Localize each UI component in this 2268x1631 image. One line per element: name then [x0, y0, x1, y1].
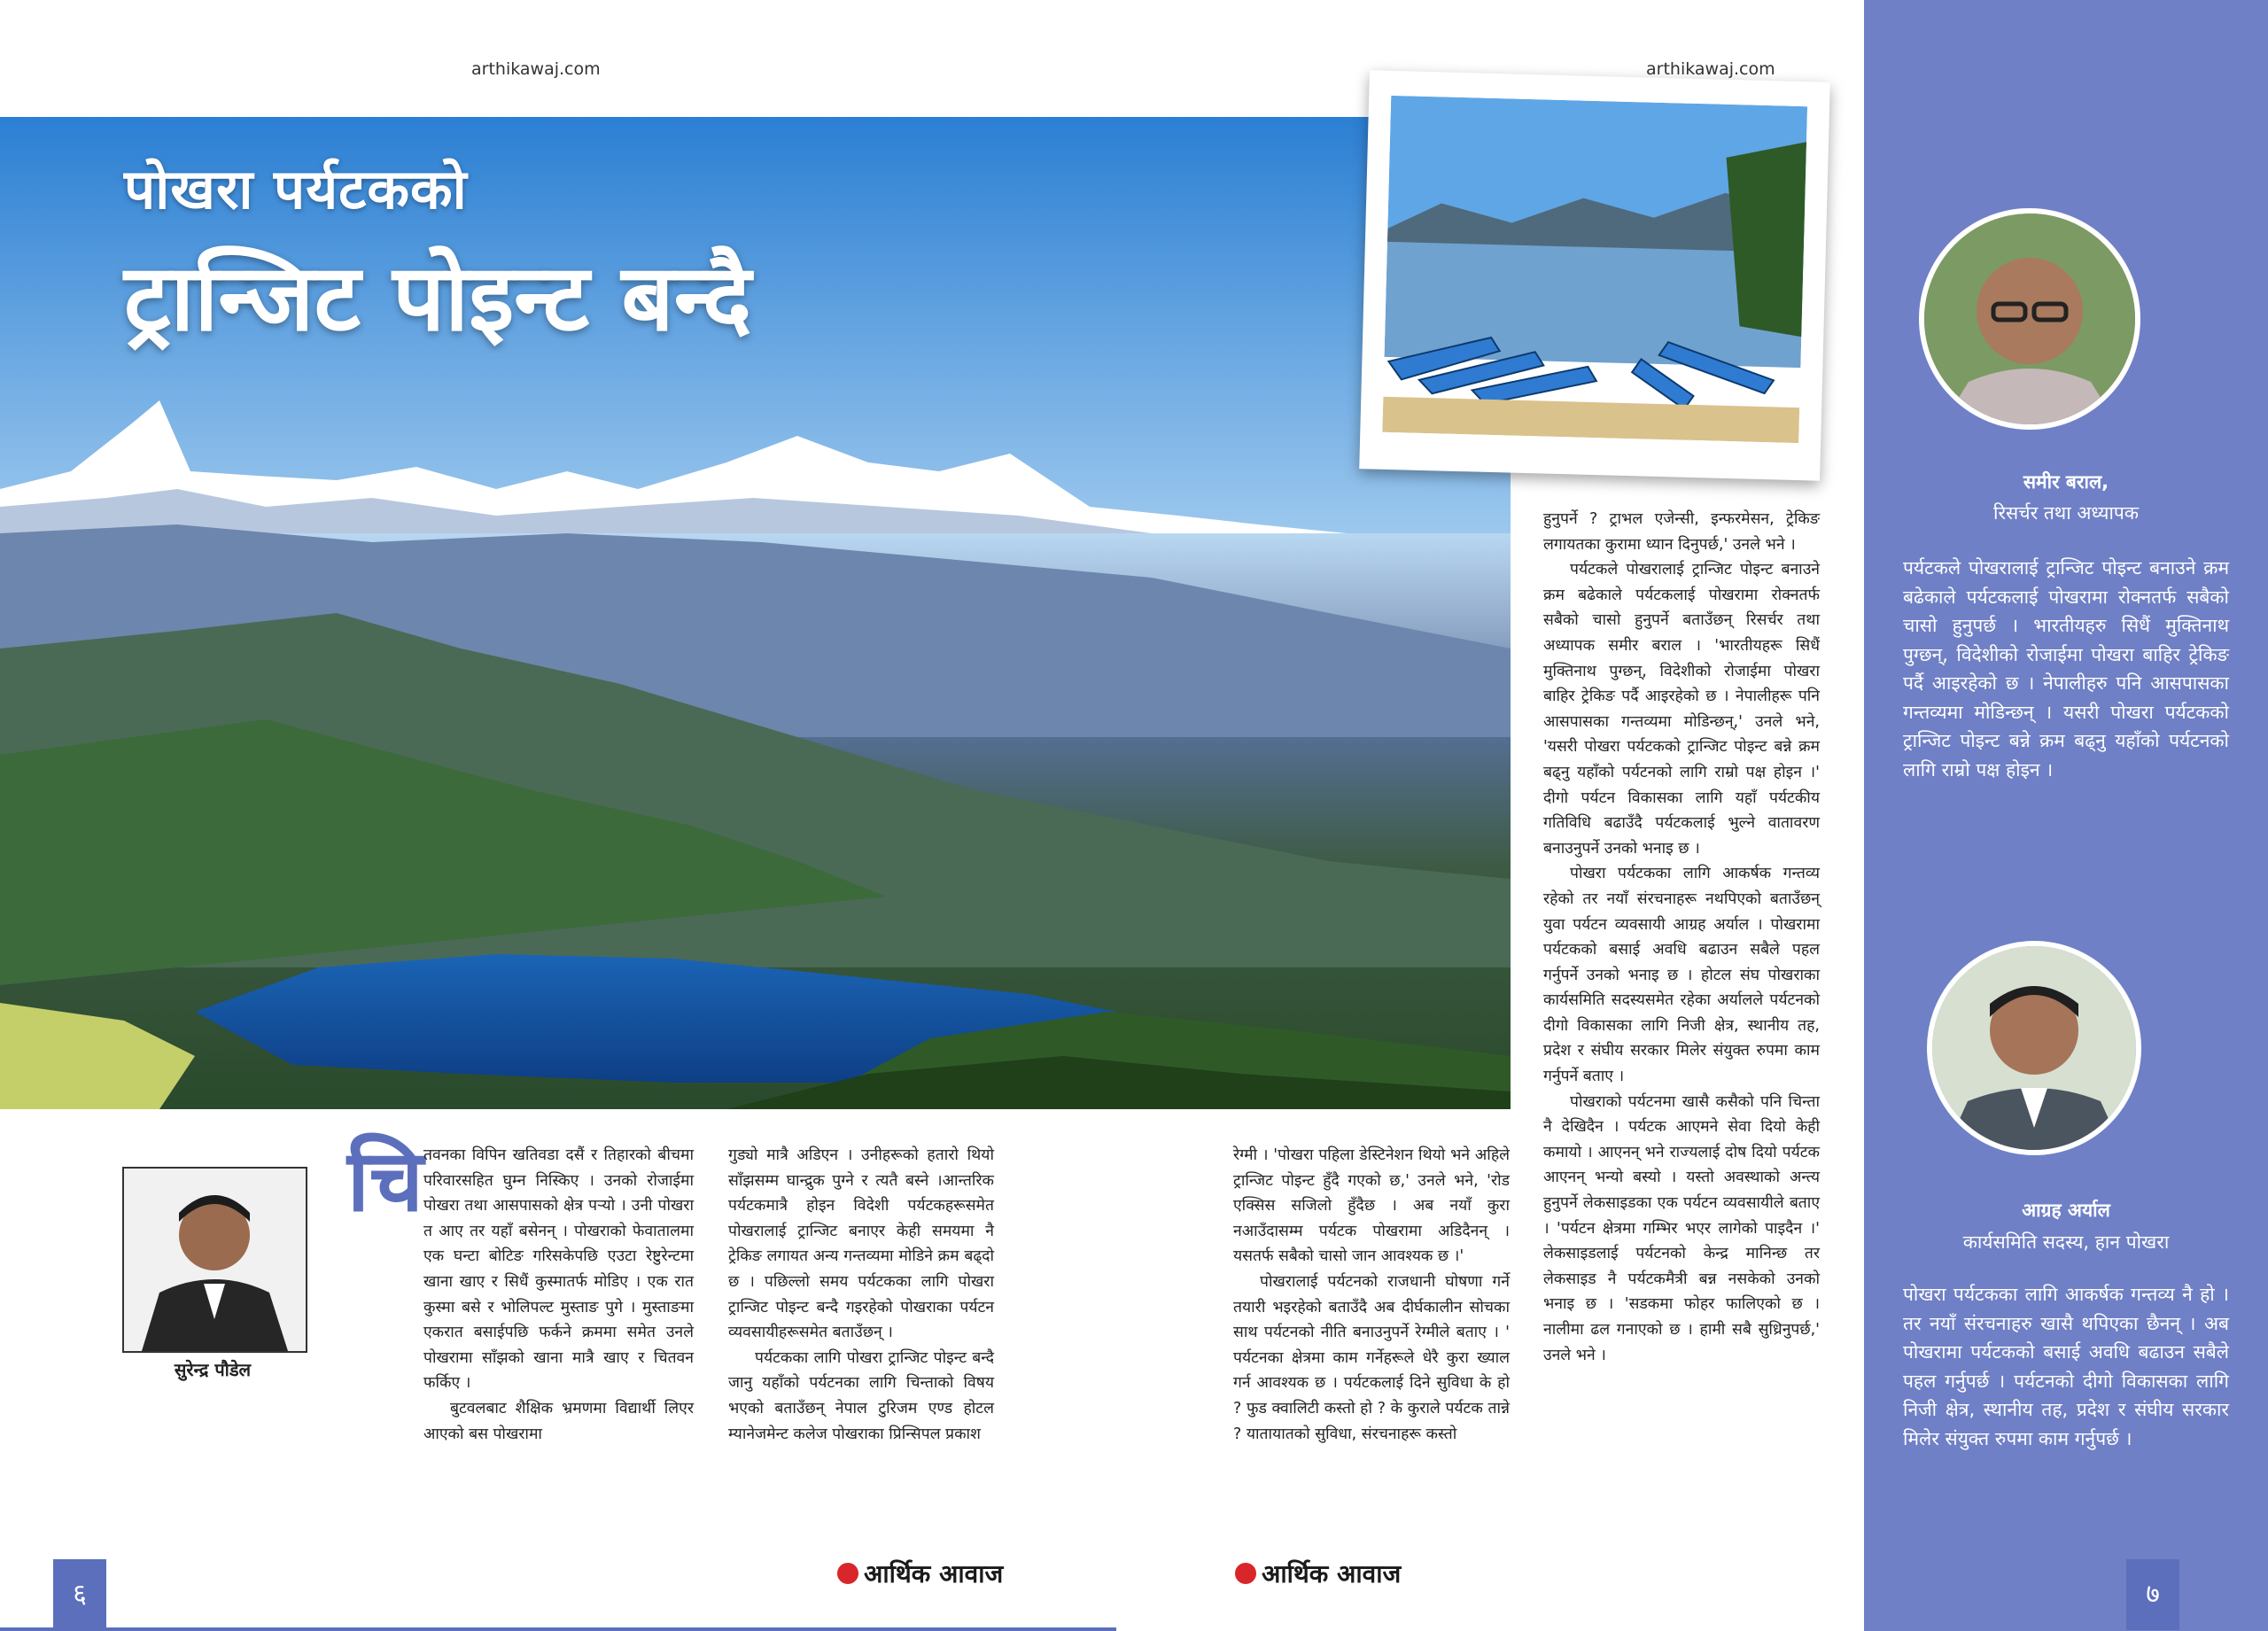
- author-name: सुरेन्द्र पौडेल: [174, 1359, 252, 1380]
- boats-on-lake-photo: [1382, 96, 1807, 443]
- person2-quote: पोखरा पर्यटकका लागि आकर्षक गन्तव्य नै हो । तर नयाँ संरचनाहरु खासै थपिएका छैनन् । अब पोखरामा पर्यटकको बसाई अवधि बढाउन सबैले पहल गर्नुपर्छ । पर्यटनको दीगो विकासका लागि निजी क्षेत्र, स्थानीय तह, प्रदेश र संघीय सरकार मिलेर संयुक्त रुपमा काम गर्नुपर्छ ।: [1903, 1284, 2229, 1449]
- paragraph: पोखराको पर्यटनमा खासै कसैको पनि चिन्ता नै देखिदैन । पर्यटक आएमने सेवा दियो केही कमायो । आएनन् भने राज्यलाई दोष दियो पर्यटक आएनन् भन्यो बस्यो । यस्तो अवस्थाको अन्त्य हुनुपर्ने लेकसाइडका एक पर्यटन व्यवसायीले बताए । 'पर्यटन क्षेत्रमा गम्भिर भएर लागेको पाइदैन ।' लेकसाइडलाई पर्यटनको केन्द्र मानिन्छ तर लेकसाइड नै पर्यटकमैत्री बन्न नसकेको उनको भनाइ छ । 'सडकमा फोहर फालिएको छ । नालीमा ढल गनाएको छ । हामी सबै सुध्रिनुपर्छ,' उनले भने ।: [1543, 1092, 1820, 1364]
- headline-line2: ट्रान्जिट पोइन्ट बन्दै: [124, 244, 752, 352]
- publication-logo-right: [1235, 1557, 1401, 1590]
- logo-mark-icon: [1235, 1563, 1256, 1584]
- paragraph: पोखरा पर्यटकका लागि आकर्षक गन्तव्य रहेको तर नयाँ संरचनाहरू नथपिएको बताउँछन् युवा पर्यटन व्यवसायी आग्रह अर्याल । पोखरामा पर्यटकको बसाई अवधि बढाउन सबैले पहल गर्नुपर्ने उनको भनाइ छ । होटल संघ पोखराका कार्यसमिति सदस्यसमेत रहेका अर्यालले पर्यटनको दीगो विकासका लागि निजी क्षेत्र, स्थानीय तह, प्रदेश र संघीय सरकार मिलेर संयुक्त रुपमा काम गर्नुपर्ने बताए ।: [1543, 865, 1820, 1086]
- page-number-left: ६: [53, 1559, 106, 1630]
- paragraph: पोखरालाई पर्यटनको राजधानी घोषणा गर्ने तयारी भइरहेको बताउँदै अब दीर्घकालीन सोचका साथ पर्यटनको नीति बनाउनुपर्ने रेग्मीले बताए । ' पर्यटनका क्षेत्रमा काम गर्नेहरूले धेरै कुरा ख्याल गर्न आवश्यक छ । पर्यटकलाई दिने सुविधा के हो ? फुड क्वालिटी कस्तो हो ? के कुराले पर्यटक तान्ने ? यातायातको सुविधा, संरचनाहरू कस्तो: [1233, 1272, 1510, 1443]
- paragraph: पर्यटकका लागि पोखरा ट्रान्जिट पोइन्ट बन्दै जानु यहाँको पर्यटनका लागि चिन्ताको विषय भएको बताउँछन् नेपाल टुरिजम एण्ड होटल म्यानेजमेन्ट कलेज पोखराका प्रिन्सिपल प्रकाश: [728, 1348, 994, 1443]
- bottom-rule: [0, 1627, 1116, 1631]
- person1-role: रिसर्चर तथा अध्यापक: [1993, 502, 2139, 524]
- article-column-2: [728, 1143, 994, 1447]
- avatar-person2: [1927, 941, 2141, 1155]
- paragraph: तवनका विपिन खतिवडा दसैं र तिहारको बीचमा परिवारसहित घुम्न निस्किए । उनको रोजाईमा पोखरा तथा आसपासको क्षेत्र पर्‍यो । उनी पोखरा त आए तर यहाँ बसेनन् । पोखराको फेवातालमा एक घन्टा बोटिङ गरिसकेपछि एउटा रेष्टुरेन्टमा खाना खाए र सिधैं कुस्मातर्फ मोडिए । एक रात कुस्मा बसे र भोलिपल्ट मुस्ताङ पुगे । मुस्ताङमा एकरात बसाईपछि फर्कने क्रममा समेत उनले पोखरामा साँझको खाना मात्रै खाए र चितवन फर्किए ।: [423, 1146, 694, 1393]
- drop-cap: चि: [347, 1131, 423, 1231]
- person2-portrait-icon: [1932, 946, 2136, 1150]
- site-url-left[interactable]: arthikawaj.com: [471, 59, 601, 79]
- logo-text: आर्थिक आवाज: [1262, 1559, 1402, 1588]
- article-column-4: [1543, 507, 1820, 1368]
- author-photo: [122, 1167, 307, 1353]
- paragraph: बुटवलबाट शैक्षिक भ्रमणमा विद्यार्थी लिएर आएको बस पोखरामा: [423, 1399, 694, 1443]
- person1-name: समीर बराल,: [2023, 471, 2109, 493]
- article-column-1: [423, 1143, 694, 1447]
- site-url-right[interactable]: arthikawaj.com: [1646, 59, 1775, 79]
- logo-text: आर्थिक आवाज: [864, 1559, 1004, 1588]
- paragraph: गुड्यो मात्रै अडिएन । उनीहरूको हतारो थियो साँझसम्म घान्द्रुक पुग्ने र त्यतै बस्ने ।आन्तरिक पर्यटकमात्रै होइन विदेशी पर्यटकहरूसमेत पोखरालाई ट्रान्जिट बनाएर केही समयमा नै ट्रेकिङ लगायत अन्य गन्तव्यमा मोडिने क्रम बढ्दो छ । पछिल्लो समय पर्यटकका लागि पोखरा ट्रान्जिट पोइन्ट बन्दै गइरहेको पोखराका पर्यटन व्यवसायीहरूसमेत बताउँछन् ।: [728, 1146, 994, 1342]
- paragraph: हुनुपर्ने ? ट्राभल एजेन्सी, इन्फरमेसन, ट्रेकिङ लगायतका कुरामा ध्यान दिनुपर्छ,' उनले भने ।: [1543, 510, 1820, 554]
- person2-role: कार्यसमिति सदस्य, हान पोखरा: [1962, 1231, 2170, 1253]
- publication-logo-left: [837, 1557, 1003, 1590]
- headline-line1: पोखरा पर्यटकको: [124, 157, 468, 221]
- paragraph: पर्यटकले पोखरालाई ट्रान्जिट पोइन्ट बनाउने क्रम बढेकाले पर्यटकलाई पोखरामा रोक्नतर्फ सबैको चासो हुनुपर्ने बताउँछन् रिसर्चर तथा अध्यापक समीर बराल । 'भारतीयहरू सिधैं मुक्तिनाथ पुग्छन्, विदेशीको रोजाईमा पोखरा बाहिर ट्रेकिङ पर्दै आइरहेको छ । नेपालीहरू पनि आसपासका गन्तव्यमा मोडिन्छन्,' उनले भने, 'यसरी पोखरा पर्यटकको ट्रान्जिट पोइन्ट बन्ने क्रम बढ्नु यहाँको पर्यटनको लागि राम्रो पक्ष होइन ।' दीगो पर्यटन विकासका लागि यहाँ पर्यटकीय गतिविधि बढाउँदै पर्यटकलाई भुल्ने वातावरण बनाउनुपर्ने उनको भनाइ छ ।: [1543, 561, 1820, 858]
- author-portrait-icon: [124, 1169, 306, 1351]
- article-column-3: [1233, 1143, 1510, 1447]
- person2-name: आग्रह अर्याल: [2022, 1200, 2110, 1221]
- person1-quote: पर्यटकले पोखरालाई ट्रान्जिट पोइन्ट बनाउने क्रम बढेकाले पर्यटकलाई पोखरामा रोक्नतर्फ सबैको चासो हुनुपर्छ । भारतीयहरु सिधैं मुक्तिनाथ पुग्छन्, विदेशीको रोजाईमा पोखरा बाहिर ट्रेकिङ पर्दै आइरहेको छ । नेपालीहरु पनि आसपासका गन्तव्यमा मोडिन्छन् । यसरी पोखरा पर्यटकको ट्रान्जिट पोइन्ट बन्ने क्रम बढ्नु यहाँको पर्यटनको लागि राम्रो पक्ष होइन ।: [1903, 557, 2229, 781]
- paragraph: रेग्मी । 'पोखरा पहिला डेस्टिनेशन थियो भने अहिले ट्रान्जिट पोइन्ट हुँदै गएको छ,' उनले भने, 'रोड एक्सिस सजिलो हुँदैछ । अब नयाँ कुरा नआउँदासम्म पर्यटक पोखरामा अडिदैनन् । यसतर्फ सबैको चासो जान आवश्यक छ ।': [1233, 1146, 1510, 1266]
- page-number-right: ७: [2126, 1559, 2179, 1630]
- person1-portrait-icon: [1924, 214, 2135, 424]
- avatar-person1: [1919, 208, 2140, 430]
- logo-mark-icon: [837, 1563, 858, 1584]
- boats-photo-frame: [1359, 70, 1830, 480]
